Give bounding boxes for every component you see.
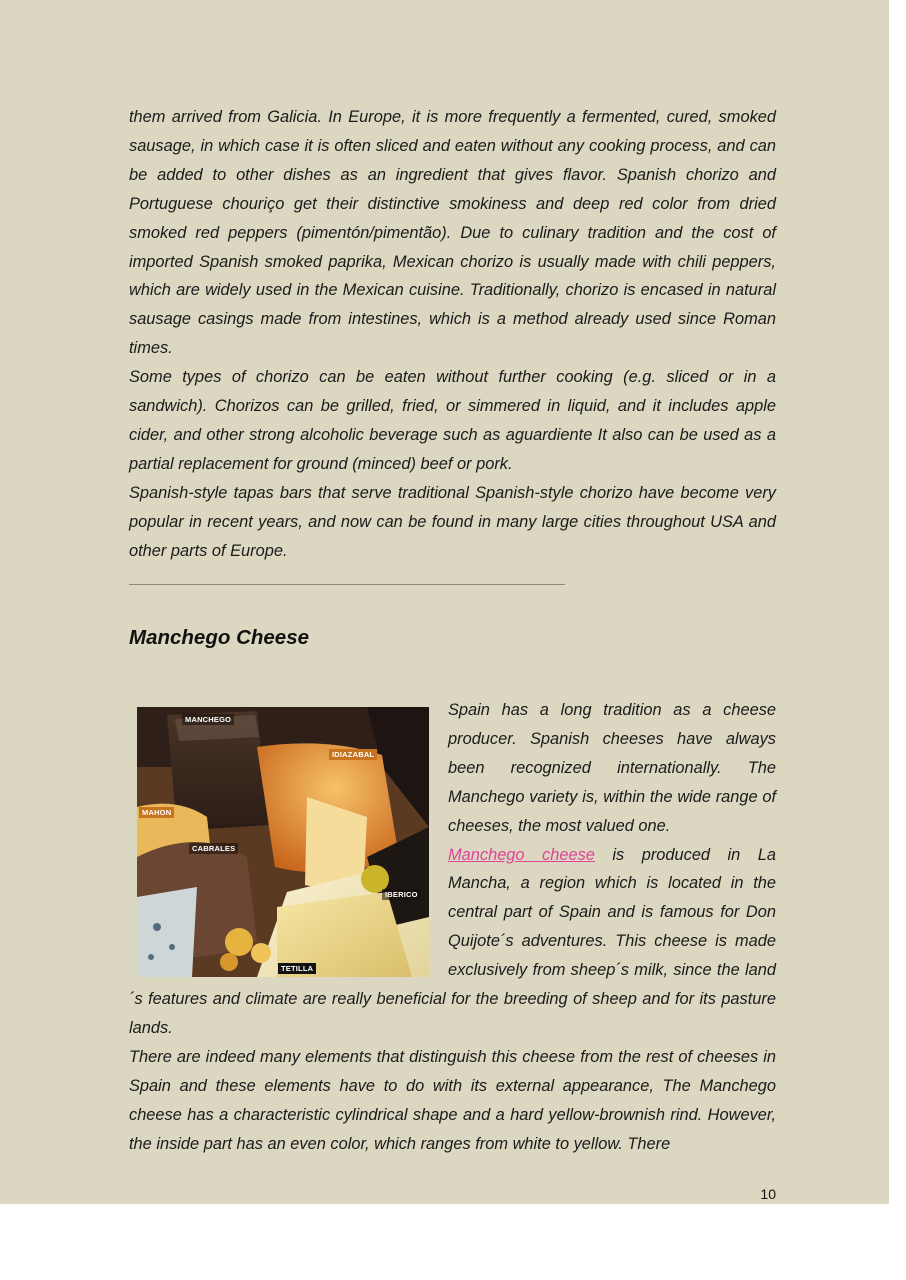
- label-iberico: IBERICO: [382, 889, 421, 900]
- manchego-text-block: [129, 696, 776, 1159]
- cheese-illustration: [137, 707, 429, 977]
- paragraph: Some types of chorizo can be eaten without further cooking (e.g. sliced or in a sandwich). Chorizos can be grilled, fried, or simmered in liquid, and it includes apple cider, and other strong alcoholic beverage such as aguardiente It also can be used as a partial replacement for ground (minced) beef or pork.: [129, 368, 776, 473]
- section-heading: Manchego Cheese: [129, 626, 309, 649]
- label-cabrales: CABRALES: [189, 843, 238, 854]
- paragraph: Spain has a long tradition as a cheese producer. Spanish cheeses have always been recognized internationally. The Manchego variety is, within the wide range of cheeses, the most valued one.: [448, 701, 776, 835]
- label-tetilla: TETILLA: [278, 963, 316, 974]
- paragraph: There are indeed many elements that distinguish this cheese from the rest of cheeses in Spain and these elements have to do with its external appearance, The Manchego cheese has a characteristic cylindrical shape and a hard yellow-brownish rind. However, the inside part has an even color, which ranges from white to yellow. There: [129, 1047, 776, 1153]
- manchego-cheese-link[interactable]: Manchego cheese: [448, 845, 595, 864]
- label-idiazabal: IDIAZABAL: [329, 749, 377, 760]
- section-divider: [129, 584, 565, 585]
- paragraph: Spanish-style tapas bars that serve traditional Spanish-style chorizo have become very popular in recent years, and now can be found in many large cities throughout USA and other parts of Europe.: [129, 483, 776, 560]
- cheese-photo: [137, 707, 429, 977]
- chorizo-text-block: [129, 103, 776, 566]
- label-mahon: MAHON: [139, 807, 174, 818]
- page-number: 10: [760, 1186, 776, 1202]
- label-manchego: MANCHEGO: [182, 714, 234, 725]
- paragraph-text: is produced in La Mancha, a region which is located in the central part of Spain and is famous for Don Quijote´s adventures. This cheese is made exclusively from sheep´s milk, since the land´s features and climate are really beneficial for the breeding of sheep and for its pasture lands.: [129, 845, 777, 1037]
- paragraph: them arrived from Galicia. In Europe, it is more frequently a fermented, cured, smoked sausage, in which case it is often sliced and eaten without any cooking process, and can be added to other dishes as an ingredient that gives flavor. Spanish chorizo and Portuguese chouriço get their distinctive smokiness and deep red color from dried smoked red peppers (pimentón/pimentão). Due to culinary tradition and the cost of imported Spanish smoked paprika, Mexican chorizo is usually made with chili peppers, which are widely used in the Mexican cuisine. Traditionally, chorizo is encased in natural sausage casings made from intestines, which is a method already used since Roman times.: [129, 108, 776, 358]
